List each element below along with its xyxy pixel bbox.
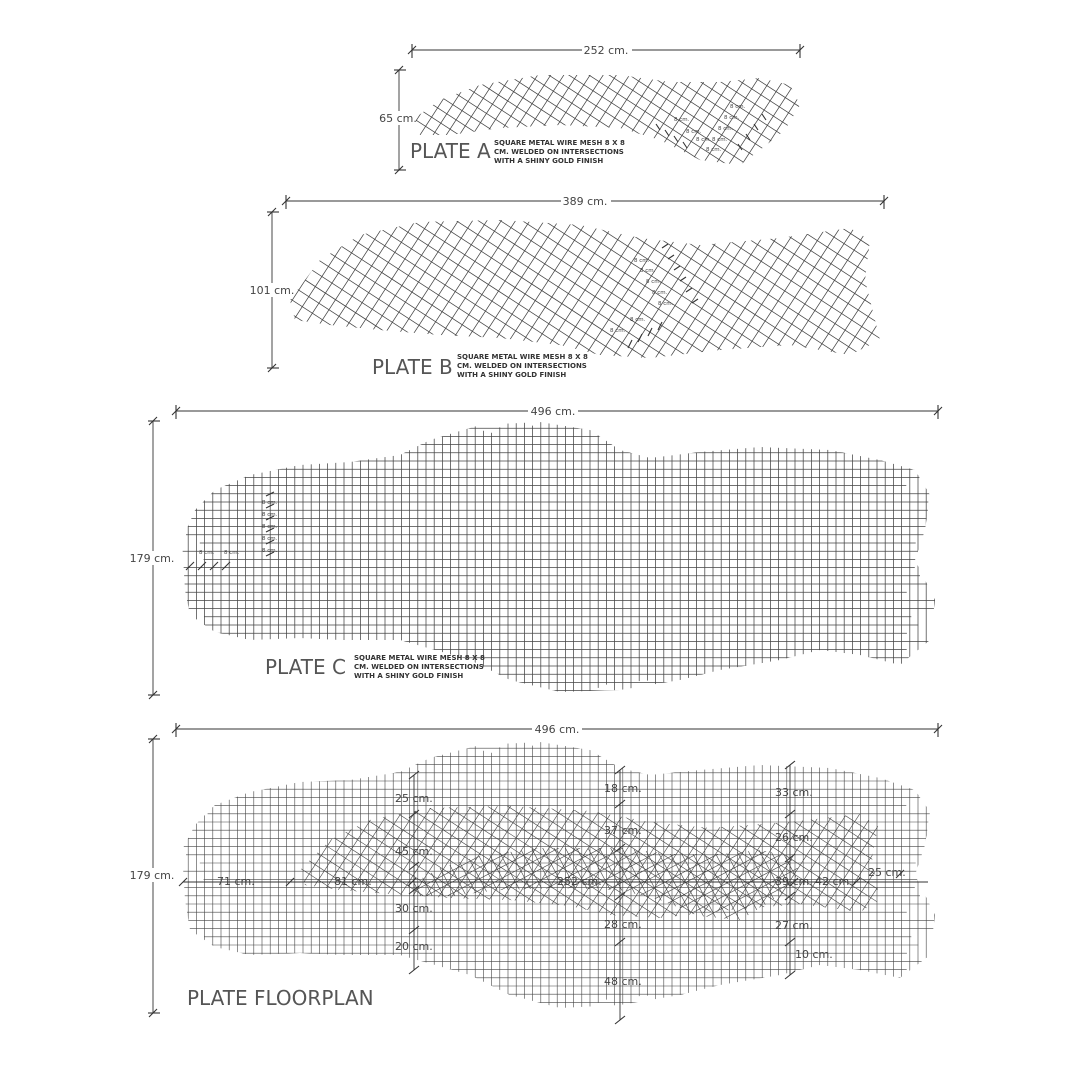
mesh-wire: [714, 739, 1080, 1080]
floorplan-offset-label: 81 cm.: [334, 875, 372, 888]
plate-c-note-line: SQUARE METAL WIRE MESH 8 X 8: [354, 654, 485, 662]
mesh-wire: [505, 0, 941, 81]
mesh-wire: [343, 46, 779, 329]
plate-c-cell-label: 8 cm.: [199, 550, 215, 556]
plate-c-note-line: CM. WELDED ON INTERSECTIONS: [354, 663, 484, 671]
plate-a-height-label: 65 cm.: [379, 112, 417, 125]
floorplan-offset-label: 30 cm.: [395, 902, 433, 915]
mesh-wire: [580, 0, 863, 414]
mesh-wire: [437, 327, 1080, 784]
mesh-wire: [474, 655, 718, 1080]
mesh-wire: [487, 0, 923, 108]
mesh-wire: [584, 655, 1042, 1080]
mesh-wire: [417, 0, 874, 682]
mesh-wire: [427, 0, 863, 200]
mesh-wire: [437, 559, 895, 1080]
mesh-wire: [119, 816, 824, 1080]
plate-b: [4, 0, 1080, 871]
plate-b-note-line: WITH A SHINY GOLD FINISH: [457, 371, 567, 379]
mesh-wire: [403, 0, 1080, 257]
floorplan-height-dimension: [130, 735, 175, 1017]
mesh-wire: [4, 0, 462, 414]
plate-c-width-dimension: [172, 403, 942, 419]
mesh-wire: [291, 599, 750, 843]
mesh-wire: [89, 862, 794, 1080]
mesh-wire: [677, 715, 1080, 1080]
plate-b-height-dimension: [250, 208, 295, 372]
mesh-wire: [425, 346, 1080, 803]
plate-a-mesh: [247, 0, 965, 480]
mesh-wire: [30, 373, 734, 831]
mesh-wire: [262, 768, 506, 1080]
mesh-wire: [598, 0, 881, 426]
mesh-wire: [396, 0, 1080, 267]
mesh-wire: [397, 0, 833, 247]
mesh-wire: [511, 0, 947, 71]
floorplan-offset-label: 39 cm.: [775, 875, 813, 888]
plate-b-title: PLATE B: [372, 355, 453, 379]
mesh-wire: [608, 0, 891, 432]
mesh-wire: [165, 0, 623, 518]
mesh-wire: [311, 0, 1016, 398]
mesh-wire: [419, 355, 1080, 813]
mesh-wire: [422, 0, 1080, 227]
plate-a-width-dimension: [408, 42, 804, 58]
plate-b-mesh: [4, 0, 1080, 871]
floorplan-offset-label: 25 cm.: [868, 866, 906, 879]
mesh-wire: [668, 140, 1080, 844]
mesh-wire: [395, 697, 639, 1080]
mesh-wire: [460, 917, 919, 1080]
mesh-wire: [618, 108, 1076, 813]
plate-a-note-line: WITH A SHINY GOLD FINISH: [494, 157, 604, 165]
plate-c-cell-label: 8 cm.: [262, 548, 278, 554]
floorplan-height-label: 179 cm.: [129, 869, 175, 882]
mesh-wire: [105, 343, 562, 1048]
mesh-wire: [368, 0, 651, 276]
plate-b-height-label: 101 cm.: [249, 284, 295, 297]
mesh-wire: [594, 661, 1052, 1080]
mesh-wire: [253, 185, 689, 468]
mesh-wire: [359, 447, 1063, 904]
floorplan-offset-label: 42 cm.: [815, 875, 853, 888]
mesh-wire: [529, 0, 965, 44]
plate-a-cell-label: 8 cm.: [674, 117, 690, 123]
mesh-wire: [179, 724, 884, 1080]
mesh-wire: [413, 364, 1080, 822]
plate-b-width-label: 389 cm.: [562, 195, 608, 208]
mesh-wire: [102, 263, 807, 721]
mesh-wire: [319, 83, 755, 366]
plate-b-cell-label: 8 cm.: [640, 268, 656, 274]
mesh-wire: [233, 641, 937, 1080]
mesh-wire: [383, 410, 1080, 868]
mesh-wire: [663, 32, 946, 468]
plate-b-note-line: SQUARE METAL WIRE MESH 8 X 8: [457, 353, 588, 361]
mesh-wire: [285, 0, 568, 222]
mesh-wire: [69, 313, 773, 770]
plate-c-width-label: 496 cm.: [530, 405, 576, 418]
mesh-wire: [71, 890, 776, 1080]
mesh-wire: [347, 466, 1051, 924]
mesh-wire: [469, 935, 928, 1080]
plate-c-note-line: WITH A SHINY GOLD FINISH: [354, 672, 464, 680]
mesh-wire: [296, 608, 755, 852]
mesh-wire: [624, 575, 868, 1034]
mesh-wire: [356, 0, 813, 642]
mesh-wire: [349, 0, 632, 264]
plate-b-cell-label: 8 cm.: [652, 290, 668, 296]
mesh-wire: [638, 121, 1080, 825]
mesh-wire: [323, 502, 1027, 960]
mesh-wire: [83, 871, 788, 1080]
plate-a-cell-label: 8 cm.: [706, 147, 722, 153]
mesh-wire: [672, 38, 955, 474]
mesh-wire: [527, 627, 771, 1080]
mesh-wire: [95, 337, 553, 1042]
mesh-wire: [649, 697, 1080, 1080]
mesh-wire: [640, 691, 1080, 1080]
floorplan-dimension-chains: [179, 761, 928, 1024]
mesh-wire: [608, 101, 1065, 805]
plate-a-note-line: SQUARE METAL WIRE MESH 8 X 8: [494, 139, 625, 147]
plate-a-cell-label: 8 cm.: [712, 137, 728, 143]
mesh-wire: [135, 0, 593, 499]
plate-c-title: PLATE C: [265, 655, 346, 679]
mesh-wire: [326, 0, 783, 623]
mesh-wire: [318, 0, 1023, 388]
mesh-wire: [142, 367, 600, 1071]
mesh-wire: [421, 0, 857, 210]
mesh-wire: [331, 0, 614, 252]
mesh-wire: [698, 160, 1080, 865]
plate-a-note-line: CM. WELDED ON INTERSECTIONS: [494, 148, 624, 156]
floorplan-width-label: 496 cm.: [534, 723, 580, 736]
mesh-wire: [253, 528, 712, 772]
mesh-wire: [506, 0, 789, 366]
plate-b-width-dimension: [282, 193, 888, 209]
mesh-wire: [409, 0, 845, 228]
mesh-wire: [280, 758, 524, 1080]
mesh-wire: [125, 807, 830, 1080]
mesh-wire: [432, 864, 891, 1080]
plate-b-note-line: CM. WELDED ON INTERSECTIONS: [457, 362, 587, 370]
mesh-wire: [239, 632, 944, 1080]
mesh-wire: [607, 585, 851, 1044]
mesh-wire: [475, 0, 911, 127]
mesh-wire: [359, 0, 642, 270]
mesh-wire: [379, 0, 815, 274]
mesh-wire: [428, 553, 886, 1080]
mesh-wire: [534, 0, 817, 384]
plate-c-cell-labels: [199, 500, 278, 556]
mesh-wire: [538, 625, 996, 1080]
mesh-wire: [509, 636, 753, 1080]
mesh-wire: [161, 172, 865, 630]
plate-c-cell-ticks: [186, 492, 274, 570]
mesh-wire: [401, 383, 1080, 841]
mesh-wire: [351, 721, 595, 1080]
plate-c-note: [354, 654, 485, 680]
plate-c-cell-label: 8 cm.: [262, 512, 278, 518]
mesh-wire: [442, 0, 1080, 197]
plate-c-cell-label: 8 cm.: [262, 500, 278, 506]
mesh-wire: [333, 730, 577, 1080]
mesh-wire: [548, 62, 1006, 767]
floorplan-title: PLATE FLOORPLAN: [187, 986, 374, 1010]
mesh-wire: [41, 936, 746, 1080]
mesh-wire: [469, 0, 905, 136]
floorplan-offset-labels: [217, 782, 906, 988]
plate-c-cell-label: 8 cm.: [262, 524, 278, 530]
mesh-wire: [248, 0, 531, 198]
mesh-wire: [75, 0, 533, 459]
floorplan-offset-label: 48 cm.: [604, 975, 642, 988]
mesh-wire: [681, 44, 964, 480]
mesh-wire: [95, 0, 552, 472]
mesh-wire: [357, 0, 1062, 328]
mesh-wire: [137, 788, 842, 1080]
mesh-wire: [377, 419, 1080, 877]
mesh-wire: [115, 0, 573, 485]
plate-c: [130, 403, 965, 710]
mesh-wire: [562, 608, 806, 1067]
floorplan-offset-label: 25 cm.: [395, 792, 433, 805]
mesh-wire: [474, 583, 931, 1080]
mesh-wire: [340, 0, 623, 258]
mesh-wire: [281, 567, 986, 1025]
mesh-wire: [247, 194, 683, 477]
mesh-wire: [635, 14, 918, 450]
mesh-wire: [335, 493, 792, 1080]
mesh-wire: [713, 528, 957, 987]
mesh-wire: [446, 565, 904, 1080]
mesh-wire: [589, 0, 872, 420]
mesh-wire: [299, 539, 1003, 997]
mesh-wire: [305, 0, 1009, 408]
mesh-wire: [695, 538, 939, 997]
mesh-wire: [337, 56, 773, 339]
mesh-wire: [385, 0, 821, 265]
floorplan-offset-label: 27 cm.: [775, 919, 813, 932]
floorplan-offset-label: 20 cm.: [395, 940, 433, 953]
mesh-wire: [498, 988, 957, 1080]
mesh-wire: [256, 0, 713, 577]
mesh-wire: [129, 361, 590, 1066]
mesh-wire: [474, 943, 933, 1080]
mesh-wire: [654, 26, 937, 462]
mesh-wire: [227, 650, 931, 1080]
mesh-wire: [29, 955, 733, 1080]
mesh-wire: [403, 0, 839, 237]
mesh-wire: [64, 0, 522, 453]
mesh-wire: [105, 0, 562, 479]
mesh-wire: [279, 0, 984, 448]
plate-a-cell-label: 8 cm.: [718, 126, 734, 132]
mesh-wire: [253, 773, 497, 1080]
floorplan-offset-label: 45 cm.: [395, 845, 433, 858]
mesh-wire: [677, 547, 921, 1006]
mesh-wire: [651, 561, 895, 1020]
floorplan-offset-label: 28 cm.: [604, 918, 642, 931]
mesh-wire: [467, 281, 1080, 739]
mesh-wire: [317, 481, 775, 1080]
plate-a-note: [494, 139, 625, 165]
mesh-wire: [312, 0, 595, 240]
mesh-wire: [114, 349, 572, 1054]
mesh-wire: [95, 853, 799, 1080]
mesh-wire: [275, 576, 980, 1033]
mesh-wire: [85, 0, 543, 466]
plate-c-cell-label: 8 cm.: [262, 536, 278, 542]
mesh-wire: [174, 152, 879, 610]
mesh-wire: [286, 0, 744, 597]
mesh-wire: [350, 0, 1055, 338]
mesh-wire: [346, 0, 804, 636]
mesh-wire: [317, 512, 1022, 969]
mesh-wire: [331, 0, 1036, 368]
mesh-wire: [315, 740, 559, 1080]
plate-floorplan: [11, 281, 1080, 1080]
plate-c-cell-label: 8 cm.: [224, 550, 240, 556]
plate-a: [247, 0, 965, 480]
mesh-wire: [141, 202, 845, 659]
mesh-wire: [54, 0, 512, 446]
floorplan-offset-label: 33 cm.: [775, 786, 813, 799]
mesh-wire: [558, 69, 1016, 774]
mesh-wire: [135, 212, 840, 670]
mesh-wire: [161, 752, 865, 1080]
plate-c-height-label: 179 cm.: [129, 552, 175, 565]
mesh-wire: [678, 147, 1080, 852]
mesh-wire: [463, 0, 899, 145]
mesh-wire: [128, 222, 833, 680]
plate-a-cell-label: 8 cm.: [724, 115, 740, 121]
plate-a-cell-label: 8 cm.: [696, 137, 712, 143]
mesh-wire: [688, 153, 1080, 858]
mesh-wire: [633, 571, 877, 1030]
plate-b-note: [457, 353, 588, 379]
plate-a-cell-label: 8 cm.: [686, 129, 702, 135]
mesh-wire: [215, 0, 673, 551]
floorplan-offset-label: 252 cm.: [557, 875, 602, 888]
plate-b-cell-label: 8 cm.: [634, 258, 650, 264]
mesh-wire: [501, 601, 959, 1080]
plate-b-cell-label: 8 cm.: [646, 279, 662, 285]
mesh-wire: [628, 114, 1080, 819]
mesh-wire: [499, 0, 935, 90]
mesh-wire: [547, 631, 1005, 1080]
plate-b-cell-label: 8 cm.: [610, 328, 626, 334]
mesh-wire: [246, 0, 704, 570]
mesh-wire: [359, 716, 603, 1080]
mesh-wire: [465, 926, 924, 1080]
mesh-wire: [515, 0, 798, 372]
floorplan-width-dimension: [172, 721, 942, 737]
mesh-wire: [149, 770, 854, 1080]
mesh-wire: [50, 343, 754, 801]
plate-b-cell-label: 8 cm.: [658, 301, 674, 307]
floorplan-offset-label: 26 cm.: [775, 831, 813, 844]
mesh-wire: [497, 0, 780, 360]
mesh-wire: [272, 1, 977, 459]
floorplan-offset-label: 37 cm.: [604, 824, 642, 837]
mesh-wire: [483, 650, 727, 1080]
mesh-wire: [407, 373, 1080, 831]
mesh-wire: [578, 82, 1035, 787]
plate-a-width-label: 252 cm.: [583, 44, 629, 57]
floorplan-offset-label: 10 cm.: [795, 948, 833, 961]
floorplan-offset-label: 18 cm.: [604, 782, 642, 795]
mesh-wire: [43, 353, 748, 810]
mesh-wire: [617, 2, 900, 438]
mesh-wire: [337, 0, 1042, 358]
mesh-wire: [409, 541, 866, 1080]
mesh-wire: [294, 0, 577, 228]
mesh-wire: [511, 607, 969, 1080]
floorplan-mesh-b: [11, 281, 1080, 1080]
mesh-wire: [642, 566, 886, 1025]
mesh-wire: [335, 484, 1039, 942]
mesh-wire: [185, 715, 890, 1080]
mesh-wire: [35, 945, 739, 1080]
mesh-wire: [493, 979, 952, 1080]
plate-a-cell-label: 8 cm.: [730, 104, 746, 110]
mesh-wire: [704, 533, 948, 992]
plate-a-title: PLATE A: [410, 139, 491, 163]
mesh-wire: [588, 88, 1045, 793]
mesh-wire: [443, 318, 1080, 776]
mesh-wire: [429, 0, 1080, 217]
mesh-wire: [331, 65, 767, 348]
mesh-wire: [557, 637, 1015, 1080]
mesh-wire: [305, 530, 1010, 988]
mesh-wire: [626, 8, 909, 444]
plate-b-cell-label: 8 cm.: [630, 317, 646, 323]
mesh-wire: [372, 517, 830, 1080]
mesh-wire: [391, 0, 827, 256]
floorplan-offset-label: 71 cm.: [217, 875, 255, 888]
mesh-wire: [441, 882, 900, 1080]
mesh-wire: [598, 95, 1056, 800]
mesh-wire: [277, 573, 736, 817]
mesh-wire: [4, 414, 709, 872]
mesh-wire: [686, 721, 1080, 1080]
mesh-wire: [261, 445, 719, 1080]
plate-c-height-dimension: [130, 417, 175, 699]
mesh-wire: [167, 742, 871, 1080]
mesh-wire: [575, 649, 1033, 1080]
mesh-wire: [155, 0, 613, 512]
mesh-wire: [206, 409, 663, 1080]
mesh-wire: [266, 0, 549, 210]
mesh-wire: [571, 0, 854, 408]
